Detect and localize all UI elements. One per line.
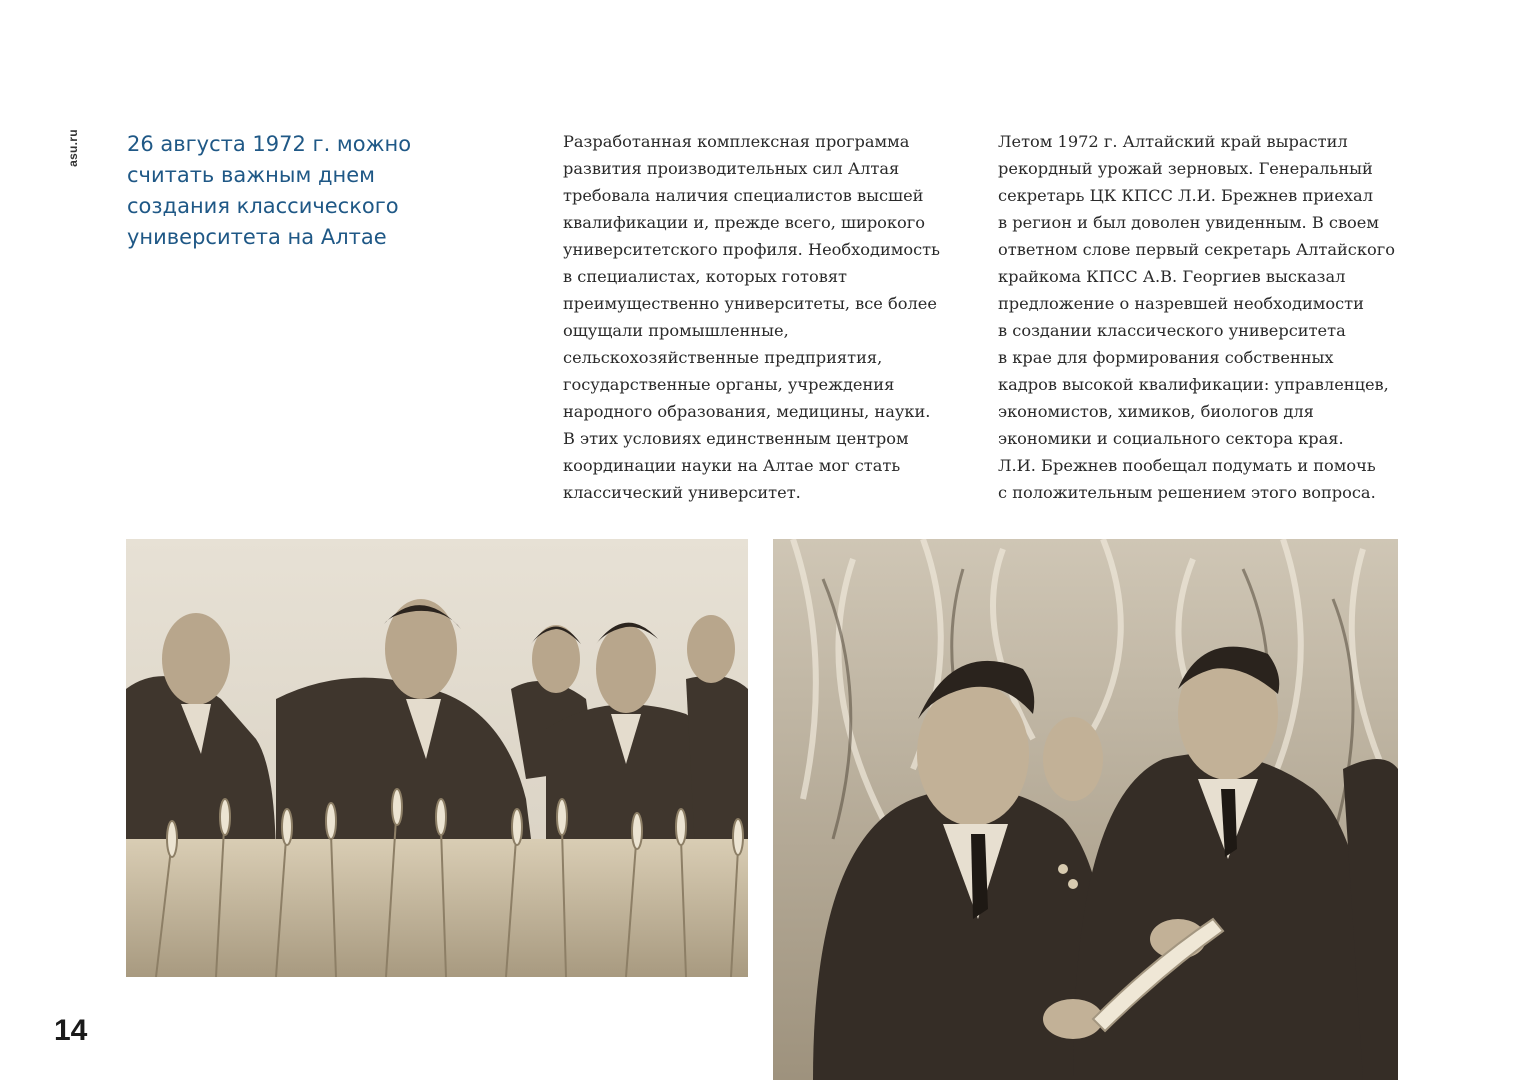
column-2-line: секретарь ЦК КПСС Л.И. Брежнев приехал (998, 186, 1373, 205)
ear (733, 819, 743, 855)
column-1-line: университетского профиля. Необходимость (563, 240, 940, 259)
lead-line: считать важным днем (127, 163, 375, 187)
face-5 (687, 615, 735, 683)
site-url (64, 128, 82, 168)
ear (167, 821, 177, 857)
column-1-line: Разработанная комплексная программа (563, 132, 910, 151)
column-1-line: координации науки на Алтае мог стать (563, 456, 901, 475)
tie-center (971, 834, 988, 919)
ear (557, 799, 567, 835)
ear (326, 803, 336, 839)
column-2-line: в крае для формирования собственных (998, 348, 1334, 367)
column-1-line: В этих условиях единственным центром (563, 429, 909, 448)
column-2-line: экономики и социального сектора края. (998, 429, 1344, 448)
site-url-text: asu.ru (66, 129, 80, 167)
column-1-line: преимущественно университеты, все более (563, 294, 937, 313)
photo-corn-field-illustration (773, 539, 1398, 1080)
column-2-line: предложение о назревшей необходимости (998, 294, 1364, 313)
column-2-line: Летом 1972 г. Алтайский край вырастил (998, 132, 1348, 151)
lead-line: 26 августа 1972 г. можно (127, 132, 412, 156)
column-1-line: в специалистах, которых готовят (563, 267, 848, 286)
lead-line: создания классического (127, 194, 399, 218)
column-2-line: кадров высокой квалификации: управленцев, (998, 375, 1389, 394)
lead-heading (127, 129, 427, 253)
column-2-line: в создании классического университета (998, 321, 1346, 340)
body-column-2 (998, 128, 1408, 506)
ear (632, 813, 642, 849)
face-center (917, 682, 1029, 826)
medal (1058, 864, 1068, 874)
ear (282, 809, 292, 845)
column-2-line: экономистов, химиков, биологов для (998, 402, 1314, 421)
page-number: 14 (54, 1014, 88, 1047)
ear (392, 789, 402, 825)
ear (220, 799, 230, 835)
column-2-line: ответном слове первый секретарь Алтайского (998, 240, 1395, 259)
column-1-line: классический университет. (563, 483, 801, 502)
face-1 (162, 613, 230, 705)
column-1-line: развития производительных сил Алтая (563, 159, 900, 178)
column-2-line: с положительным решением этого вопроса. (998, 483, 1376, 502)
column-1-line: государственные органы, учреждения (563, 375, 895, 394)
face-4 (596, 625, 656, 713)
ear (436, 799, 446, 835)
column-2-line: в регион и был доволен увиденным. В своем (998, 213, 1379, 232)
column-2-line: рекордный урожай зерновых. Генеральный (998, 159, 1373, 178)
column-1-line: требовала наличия специалистов высшей (563, 186, 924, 205)
column-1-line: квалификации и, прежде всего, широкого (563, 213, 926, 232)
column-2-line: крайкома КПСС А.В. Георгиев высказал (998, 267, 1346, 286)
column-2-line: Л.И. Брежнев пообещал подумать и помочь (998, 456, 1376, 475)
face-back (1043, 717, 1103, 801)
column-1-line: ощущали промышленные, (563, 321, 789, 340)
ear (676, 809, 686, 845)
body-column-1 (563, 128, 963, 506)
photo-corn-field-inspection (773, 539, 1398, 1080)
ear (512, 809, 522, 845)
column-1-line: сельскохозяйственные предприятия, (563, 348, 883, 367)
photo-wheat-field-group (126, 539, 748, 977)
photo-wheat-field-illustration (126, 539, 748, 977)
column-1-line: народного образования, медицины, науки. (563, 402, 931, 421)
medal (1068, 879, 1078, 889)
lead-line: университета на Алтае (127, 225, 387, 249)
